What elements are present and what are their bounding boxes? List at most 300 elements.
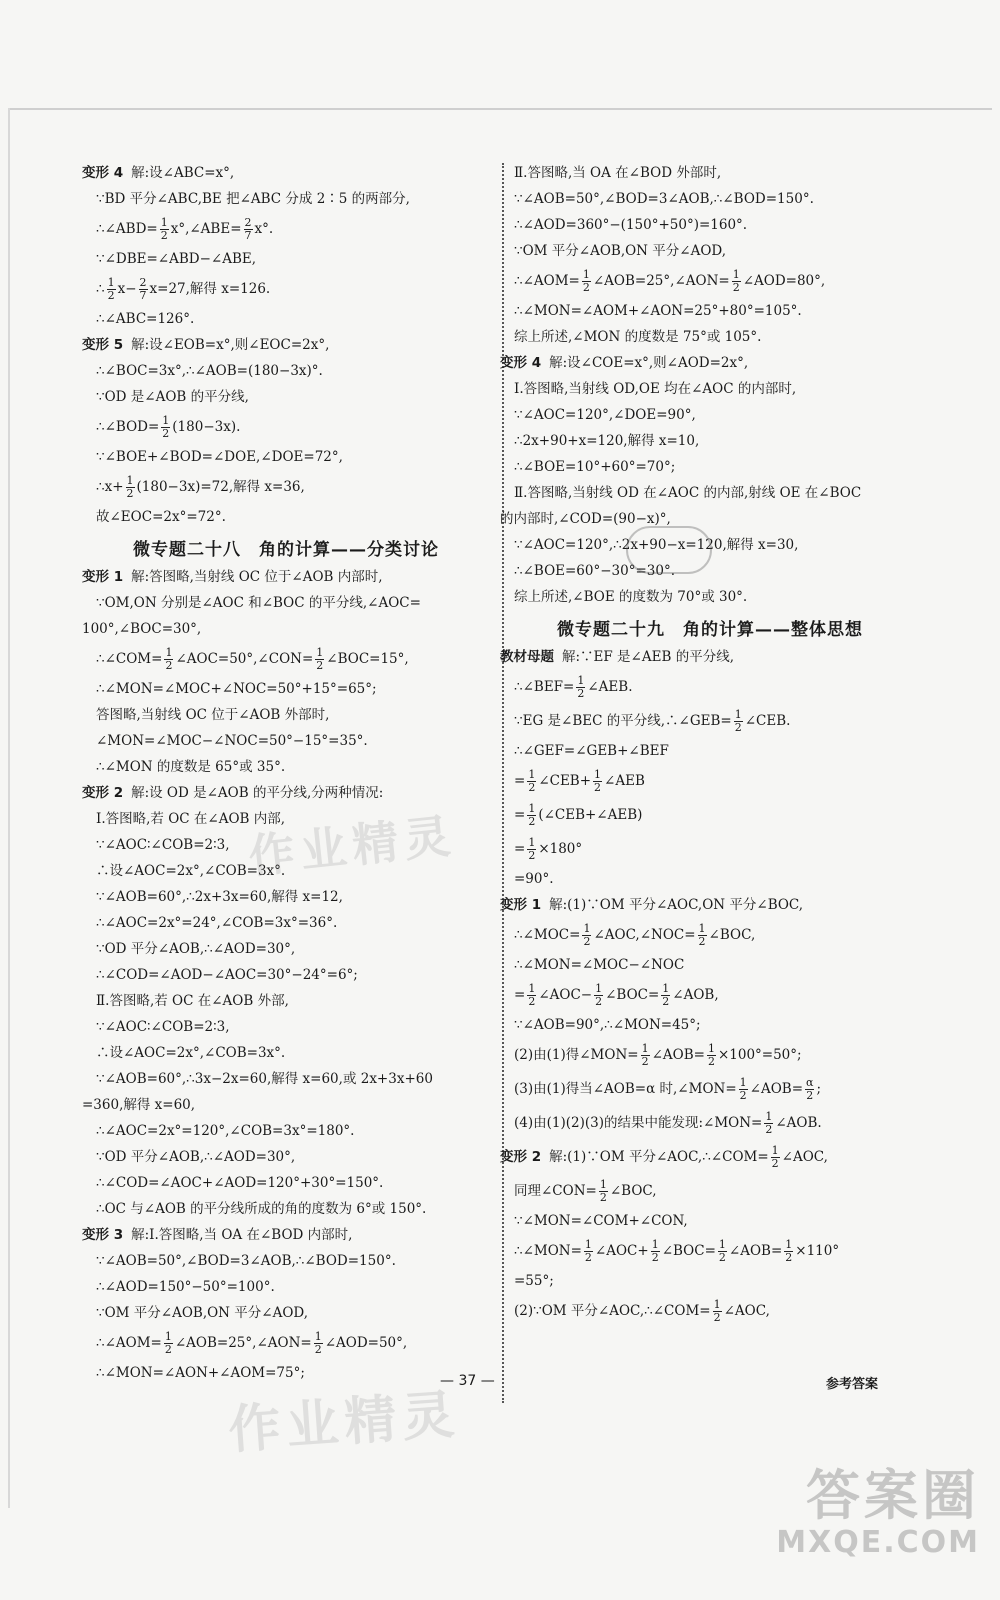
problem-label: 变形 1 xyxy=(82,569,124,585)
solution-line xyxy=(500,798,920,832)
line-text: ; xyxy=(816,1081,822,1097)
solution-line xyxy=(500,1268,920,1294)
line-text: ∠AOC,∠NOC= xyxy=(593,927,696,943)
fraction-numerator: 1 xyxy=(641,1041,649,1055)
solution-line xyxy=(82,590,490,616)
fraction xyxy=(661,983,670,1008)
line-text: ∠AOC=50°,∠CON= xyxy=(175,651,314,667)
fraction-denominator: 2 xyxy=(707,1054,715,1068)
right-column xyxy=(500,160,920,1328)
solution-line xyxy=(82,1092,490,1118)
line-text: ∵∠MON=∠COM+∠CON, xyxy=(514,1213,688,1229)
line-text: ∵∠DBE=∠ABD−∠ABE, xyxy=(96,251,257,267)
fraction xyxy=(593,769,602,794)
fraction-numerator: 1 xyxy=(707,1041,715,1055)
line-text: ∴ xyxy=(96,281,105,297)
solution-line xyxy=(500,866,920,892)
fraction-denominator: 2 xyxy=(599,1190,607,1204)
fraction-numerator: 1 xyxy=(698,921,706,935)
line-text: ∵∠AOB=50°,∠BOD=3∠AOB,∴∠BOD=150°. xyxy=(96,1253,396,1269)
solution-line xyxy=(82,936,490,962)
line-text: ∠AOD=50°, xyxy=(324,1335,408,1351)
fraction-numerator: 1 xyxy=(577,673,585,687)
line-text: ∠AOD=80°, xyxy=(742,273,826,289)
problem-label: 变形 4 xyxy=(82,165,124,181)
solution-line xyxy=(500,1294,920,1328)
line-text: ∵∠AOC=120°,∴2x+90−x=120,解得 x=30, xyxy=(514,537,799,553)
line-text: Ⅱ.答图略,当 OA 在∠BOD 外部时, xyxy=(514,165,722,181)
line-text: ∵BD 平分∠ABC,BE 把∠ABC 分成 2∶5 的两部分, xyxy=(96,191,410,207)
solution-line xyxy=(82,1196,490,1222)
fraction-numerator: 1 xyxy=(662,981,670,995)
stamp-watermark xyxy=(626,526,712,574)
fraction-denominator: 2 xyxy=(162,426,170,440)
line-text: ∴∠BOD= xyxy=(96,419,160,435)
solution-line xyxy=(500,832,920,866)
line-text: ∴∠GEF=∠GEB+∠BEF xyxy=(514,743,669,759)
solution-line xyxy=(82,504,490,530)
line-text: ∴∠ABD= xyxy=(96,221,158,237)
line-text: ∠AOB. xyxy=(775,1115,822,1131)
solution-line xyxy=(82,1248,490,1274)
line-text: ∠MON=∠MOC−∠NOC=50°−15°=35°. xyxy=(96,733,368,749)
solution-line xyxy=(82,272,490,306)
fraction xyxy=(527,803,536,828)
solution-line xyxy=(82,754,490,780)
fraction xyxy=(739,1077,748,1102)
line-text: ∠BOC= xyxy=(605,987,660,1003)
brand-logo-text: 答案圈 xyxy=(806,1464,980,1527)
fraction xyxy=(771,1145,780,1170)
line-text: ∠AOC− xyxy=(538,987,593,1003)
fraction-numerator: 1 xyxy=(126,473,134,487)
line-text: ∠BOC= xyxy=(661,1243,716,1259)
watermark-text: 作业精灵 xyxy=(246,808,459,884)
line-text: ∠AOB= xyxy=(749,1081,804,1097)
solution-line xyxy=(500,160,920,186)
solution-line xyxy=(500,186,920,212)
fraction xyxy=(164,647,173,672)
line-text: x=27,解得 x=126. xyxy=(149,281,271,297)
fraction-numerator: 2 xyxy=(244,215,252,229)
line-text: ∠BOC=15°, xyxy=(326,651,409,667)
line-text: ∵∠AOC=120°,∠DOE=90°, xyxy=(514,407,696,423)
fraction-numerator: 1 xyxy=(528,767,536,781)
line-text: ∠BOC, xyxy=(708,927,756,943)
fraction xyxy=(584,1239,593,1264)
problem-label: 教材母题 xyxy=(500,649,554,665)
fraction xyxy=(594,983,603,1008)
line-text: 同理∠CON= xyxy=(514,1183,597,1199)
fraction-denominator: 2 xyxy=(734,720,742,734)
line-text: ∴∠BEF= xyxy=(514,679,575,695)
solution-line xyxy=(82,1326,490,1360)
solution-line xyxy=(82,642,490,676)
fraction-denominator: 2 xyxy=(594,780,602,794)
fraction-numerator: 1 xyxy=(107,275,115,289)
solution-line xyxy=(500,1038,920,1072)
line-text: ∴∠BOC=3x°,∴∠AOB=(180−3x)°. xyxy=(96,363,323,379)
fraction xyxy=(315,647,324,672)
solution-line xyxy=(82,962,490,988)
section-heading: 微专题二十九 角的计算——整体思想 xyxy=(557,619,863,640)
solution-line xyxy=(500,376,920,402)
line-text: ∴OC 与∠AOB 的平分线所成的角的度数为 6°或 150°. xyxy=(96,1201,427,1217)
watermark-text: 作业精灵 xyxy=(226,1384,463,1462)
line-text: ∴∠COD=∠AOD−∠AOC=30°−24°=6°; xyxy=(96,967,358,983)
solution-line xyxy=(82,910,490,936)
fraction xyxy=(160,217,169,242)
line-text: ∵OM 平分∠AOB,ON 平分∠AOD, xyxy=(514,243,727,259)
fraction-numerator: 1 xyxy=(734,707,742,721)
line-text: ∴∠MON=∠MOC−∠NOC xyxy=(514,957,685,973)
line-text: ∴∠AOD=360°−(150°+50°)=160°. xyxy=(514,217,748,233)
line-text: ×110° xyxy=(795,1243,840,1259)
solution-line xyxy=(500,738,920,764)
fraction xyxy=(698,923,707,948)
fraction xyxy=(764,1111,773,1136)
fraction-denominator: 2 xyxy=(771,1156,779,1170)
fraction xyxy=(707,1043,716,1068)
line-text: ∠AOB=25°,∠AON= xyxy=(592,273,730,289)
fraction xyxy=(164,1331,173,1356)
fraction-denominator: 2 xyxy=(314,1342,322,1356)
fraction-numerator: 1 xyxy=(162,413,170,427)
fraction-numerator: 1 xyxy=(584,1237,592,1251)
fraction xyxy=(732,269,741,294)
solution-line xyxy=(500,428,920,454)
brand-url: MXQE.COM xyxy=(776,1525,980,1560)
fraction-denominator: 2 xyxy=(528,848,536,862)
line-text: ∠AOB= xyxy=(728,1243,783,1259)
line-text: ∵∠AOB=60°,∴3x−2x=60,解得 x=60,或 2x+3x+60 xyxy=(96,1071,433,1087)
solution-line xyxy=(82,306,490,332)
fraction xyxy=(139,277,148,302)
problem-label: 变形 2 xyxy=(82,785,124,801)
fraction-denominator: 2 xyxy=(528,780,536,794)
line-text: ∴∠AOC=2x°=24°,∠COB=3x°=36°. xyxy=(96,915,338,931)
fraction-denominator: 2 xyxy=(713,1310,721,1324)
fraction-numerator: 1 xyxy=(651,1237,659,1251)
solution-line xyxy=(500,480,920,506)
line-text: ×180° xyxy=(538,841,583,857)
fraction-denominator: 2 xyxy=(806,1088,814,1102)
fraction-denominator: 2 xyxy=(160,228,168,242)
fraction-denominator: 7 xyxy=(244,228,252,242)
fraction-numerator: 1 xyxy=(599,1177,607,1191)
line-text: 解:(1)∵OM 平分∠AOC,ON 平分∠BOC, xyxy=(549,897,804,913)
fraction-numerator: 1 xyxy=(732,267,740,281)
problem-line xyxy=(500,644,920,670)
fraction-numerator: 1 xyxy=(528,801,536,815)
fraction-denominator: 2 xyxy=(107,288,115,302)
fraction xyxy=(527,983,536,1008)
fraction-denominator: 2 xyxy=(528,994,536,1008)
solution-line xyxy=(500,1208,920,1234)
solution-line xyxy=(82,1014,490,1040)
fraction xyxy=(107,277,116,302)
fraction-numerator: 2 xyxy=(139,275,147,289)
line-text: ∴设∠AOC=2x°,∠COB=3x°. xyxy=(96,863,286,879)
fraction-denominator: 2 xyxy=(718,1250,726,1264)
line-text: Ⅰ.答图略,若 OC 在∠AOB 内部, xyxy=(96,811,286,827)
solution-line xyxy=(500,1072,920,1106)
solution-line xyxy=(82,1144,490,1170)
fraction-numerator: 1 xyxy=(582,267,590,281)
fraction-denominator: 2 xyxy=(698,934,706,948)
fraction-numerator: 1 xyxy=(765,1109,773,1123)
line-text: = xyxy=(514,773,526,789)
line-text: ∠AOC+ xyxy=(594,1243,649,1259)
page-number: — 37 — xyxy=(440,1373,495,1389)
fraction-denominator: 2 xyxy=(765,1122,773,1136)
line-text: ∵∠AOB=90°,∴∠MON=45°; xyxy=(514,1017,701,1033)
page-top-edge xyxy=(8,108,992,110)
line-text: ∵EG 是∠BEC 的平分线,∴∠GEB= xyxy=(514,713,732,729)
line-text: ∵OD 平分∠AOB,∴∠AOD=30°, xyxy=(96,1149,296,1165)
line-text: ∠CEB. xyxy=(744,713,791,729)
section-heading: 微专题二十八 角的计算——分类讨论 xyxy=(133,539,439,560)
solution-line xyxy=(82,444,490,470)
line-text: 答图略,当射线 OC 位于∠AOB 外部时, xyxy=(96,707,330,723)
solution-line xyxy=(82,884,490,910)
line-text: Ⅰ.答图略,当射线 OD,OE 均在∠AOC 的内部时, xyxy=(514,381,797,397)
line-text: = xyxy=(514,987,526,1003)
fraction-numerator: 1 xyxy=(528,835,536,849)
line-text: 100°,∠BOC=30°, xyxy=(82,621,202,637)
line-text: ∠CEB+ xyxy=(538,773,592,789)
line-text: ∴∠AOM= xyxy=(514,273,580,289)
line-text: (3)由(1)得当∠AOB=α 时,∠MON= xyxy=(514,1081,737,1097)
solution-line xyxy=(82,702,490,728)
line-text: (2)∵OM 平分∠AOC,∴∠COM= xyxy=(514,1303,711,1319)
problem-line xyxy=(82,332,490,358)
site-brand-watermark xyxy=(776,1466,980,1560)
fraction-numerator: 1 xyxy=(594,767,602,781)
line-text: ∠AEB xyxy=(604,773,645,789)
line-text: x°,∠ABE= xyxy=(170,221,242,237)
fraction-numerator: 1 xyxy=(316,645,324,659)
line-text: ∴∠AOM= xyxy=(96,1335,162,1351)
line-text: 解:设∠COE=x°,则∠AOD=2x°, xyxy=(549,355,749,371)
line-text: 解:设∠EOB=x°,则∠EOC=2x°, xyxy=(131,337,330,353)
solution-line xyxy=(82,1118,490,1144)
fraction-numerator: 1 xyxy=(739,1075,747,1089)
line-text: ∠BOC, xyxy=(609,1183,657,1199)
solution-line xyxy=(500,1106,920,1140)
line-text: ∵OM 平分∠AOB,ON 平分∠AOD, xyxy=(96,1305,309,1321)
fraction xyxy=(314,1331,323,1356)
line-text: x− xyxy=(117,281,137,297)
line-text: ∵OD 是∠AOB 的平分线, xyxy=(96,389,249,405)
line-text: 解:∵EF 是∠AEB 的平分线, xyxy=(562,649,734,665)
line-text: (∠CEB+∠AEB) xyxy=(538,807,643,823)
problem-line xyxy=(500,350,920,376)
footer-reference-label: 参考答案 xyxy=(826,1377,879,1392)
line-text: (180−3x). xyxy=(172,419,241,435)
fraction-denominator: 2 xyxy=(577,686,585,700)
fraction-denominator: 2 xyxy=(595,994,603,1008)
fraction xyxy=(244,217,253,242)
line-text: ∴∠AOD=150°−50°=100°. xyxy=(96,1279,275,1295)
solution-line xyxy=(500,558,920,584)
line-text: 综上所述,∠BOE 的度数为 70°或 30°. xyxy=(514,589,748,605)
solution-line xyxy=(82,988,490,1014)
solution-line xyxy=(82,186,490,212)
problem-label: 变形 3 xyxy=(82,1227,124,1243)
line-text: ∠AOB=25°,∠AON= xyxy=(174,1335,312,1351)
line-text: 解:设 OD 是∠AOB 的平分线,分两种情况: xyxy=(131,785,384,801)
line-text: ∵∠AOC∶∠COB=2∶3, xyxy=(96,837,230,853)
line-text: ∴∠MON 的度数是 65°或 35°. xyxy=(96,759,286,775)
solution-line xyxy=(82,470,490,504)
line-text: ∴∠MON=∠MOC+∠NOC=50°+15°=65°; xyxy=(96,681,377,697)
line-text: =90°. xyxy=(514,871,554,887)
line-text: =55°; xyxy=(514,1273,554,1289)
solution-line xyxy=(82,246,490,272)
solution-line xyxy=(82,384,490,410)
solution-line xyxy=(500,454,920,480)
fraction xyxy=(805,1077,814,1102)
problem-label: 变形 2 xyxy=(500,1149,542,1165)
solution-line xyxy=(82,358,490,384)
solution-line xyxy=(500,1174,920,1208)
fraction xyxy=(582,269,591,294)
fraction xyxy=(599,1179,608,1204)
fraction-denominator: 2 xyxy=(732,280,740,294)
line-text: ∴∠MOC= xyxy=(514,927,581,943)
solution-line xyxy=(82,1170,490,1196)
line-text: ∵∠AOB=50°,∠BOD=3∠AOB,∴∠BOD=150°. xyxy=(514,191,814,207)
line-text: 解:答图略,当射线 OC 位于∠AOB 内部时, xyxy=(131,569,383,585)
problem-line xyxy=(500,892,920,918)
line-text: ∴2x+90+x=120,解得 x=10, xyxy=(514,433,700,449)
line-text: ×100°=50°; xyxy=(717,1047,802,1063)
problem-line xyxy=(500,1140,920,1174)
line-text: ∠AOB= xyxy=(651,1047,705,1063)
fraction-denominator: 2 xyxy=(651,1250,659,1264)
solution-line xyxy=(82,410,490,444)
solution-line xyxy=(82,1066,490,1092)
solution-line xyxy=(500,584,920,610)
fraction xyxy=(161,415,170,440)
solution-line xyxy=(500,764,920,798)
line-text: ∴∠COD=∠AOC+∠AOD=120°+30°=150°. xyxy=(96,1175,384,1191)
line-text: ∴∠COM= xyxy=(96,651,163,667)
fraction-numerator: 1 xyxy=(528,981,536,995)
fraction-numerator: 1 xyxy=(771,1143,779,1157)
line-text: ∠AOB, xyxy=(672,987,719,1003)
fraction-numerator: 1 xyxy=(785,1237,793,1251)
line-text: (2)由(1)得∠MON= xyxy=(514,1047,639,1063)
line-text: = xyxy=(514,807,526,823)
line-text: x°. xyxy=(254,221,274,237)
solution-line xyxy=(500,324,920,350)
fraction-denominator: 2 xyxy=(164,1342,172,1356)
fraction-denominator: 2 xyxy=(641,1054,649,1068)
fraction-denominator: 7 xyxy=(139,288,147,302)
solution-line xyxy=(500,670,920,704)
line-text: Ⅱ.答图略,当射线 OD 在∠AOC 的内部,射线 OE 在∠BOC xyxy=(514,485,862,501)
fraction-denominator: 2 xyxy=(316,658,324,672)
fraction-numerator: 1 xyxy=(583,921,591,935)
solution-line xyxy=(82,1040,490,1066)
line-text: 解:(1)∵OM 平分∠AOC,∴∠COM= xyxy=(549,1149,769,1165)
fraction-numerator: 1 xyxy=(718,1237,726,1251)
line-text: ∴x+ xyxy=(96,479,124,495)
fraction xyxy=(734,709,743,734)
line-text: 解:Ⅰ.答图略,当 OA 在∠BOD 内部时, xyxy=(131,1227,353,1243)
fraction-numerator: 1 xyxy=(713,1297,721,1311)
problem-line xyxy=(82,564,490,590)
solution-line xyxy=(82,676,490,702)
solution-line xyxy=(500,298,920,324)
line-text: ∴∠MON=∠AON+∠AOM=75°; xyxy=(96,1365,305,1381)
left-column xyxy=(82,160,490,1386)
fraction-denominator: 2 xyxy=(528,814,536,828)
fraction xyxy=(126,475,135,500)
page-left-edge xyxy=(8,108,10,1508)
line-text: ∴∠BOE=10°+60°=70°; xyxy=(514,459,676,475)
fraction xyxy=(784,1239,793,1264)
fraction-denominator: 2 xyxy=(583,934,591,948)
solution-line xyxy=(82,616,490,642)
line-text: = xyxy=(514,841,526,857)
problem-label: 变形 1 xyxy=(500,897,542,913)
line-text: ∵∠AOB=60°,∴2x+3x=60,解得 x=12, xyxy=(96,889,343,905)
problem-line xyxy=(82,160,490,186)
fraction-denominator: 2 xyxy=(165,658,173,672)
line-text: 的内部时,∠COD=(90−x)°, xyxy=(500,511,671,527)
fraction xyxy=(576,675,585,700)
problem-label: 变形 5 xyxy=(82,337,124,353)
problem-line xyxy=(82,1222,490,1248)
solution-line xyxy=(500,402,920,428)
problem-label: 变形 4 xyxy=(500,355,542,371)
solution-line xyxy=(82,728,490,754)
line-text: (180−3x)=72,解得 x=36, xyxy=(136,479,305,495)
fraction xyxy=(527,837,536,862)
line-text: ∵∠BOE+∠BOD=∠DOE,∠DOE=72°, xyxy=(96,449,343,465)
solution-line xyxy=(500,1012,920,1038)
solution-line xyxy=(500,1234,920,1268)
fraction xyxy=(582,923,591,948)
solution-line xyxy=(500,704,920,738)
line-text: Ⅱ.答图略,若 OC 在∠AOB 外部, xyxy=(96,993,289,1009)
fraction-numerator: 1 xyxy=(160,215,168,229)
solution-line xyxy=(82,1274,490,1300)
solution-line xyxy=(82,212,490,246)
fraction-denominator: 2 xyxy=(662,994,670,1008)
solution-line xyxy=(500,952,920,978)
solution-line xyxy=(500,238,920,264)
fraction xyxy=(641,1043,650,1068)
line-text: ∵OM,ON 分别是∠AOC 和∠BOC 的平分线,∠AOC= xyxy=(96,595,421,611)
solution-line xyxy=(500,264,920,298)
solution-line xyxy=(82,1300,490,1326)
line-text: 解:设∠ABC=x°, xyxy=(131,165,235,181)
solution-line xyxy=(500,978,920,1012)
solution-line xyxy=(500,212,920,238)
fraction-denominator: 2 xyxy=(126,486,134,500)
fraction xyxy=(713,1299,722,1324)
line-text: ∵OD 平分∠AOB,∴∠AOD=30°, xyxy=(96,941,296,957)
line-text: ∴∠MON= xyxy=(514,1243,582,1259)
fraction xyxy=(527,769,536,794)
line-text: ∠AEB. xyxy=(587,679,633,695)
line-text: ∠AOC, xyxy=(781,1149,828,1165)
line-text: ∴∠BOE=60°−30°=30°. xyxy=(514,563,676,579)
